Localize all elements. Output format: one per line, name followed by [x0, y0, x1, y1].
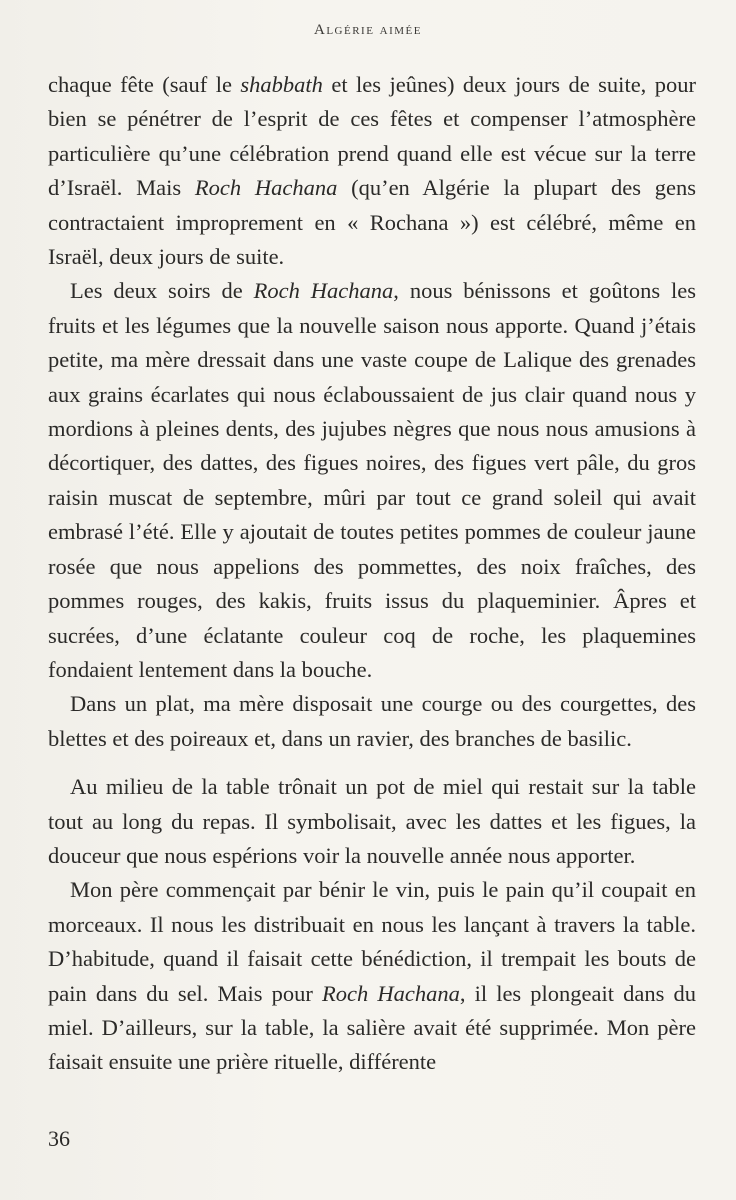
page-number: 36	[48, 1126, 70, 1151]
paragraph	[48, 274, 696, 687]
italic-term: Roch Hachana	[194, 175, 338, 201]
text-run: , il les plongeait dans du miel. D’ailleurs, sur la table, la salière avait été supprimée. Mon père faisait ensuite une prière rituelle, différente	[48, 980, 696, 1075]
text-run: Dans un plat, ma mère disposait une courge ou des courgettes, des blettes et des poireaux et, dans un ravier, des branches de basilic.	[48, 691, 696, 751]
italic-term: shabbath	[240, 72, 323, 97]
paragraph	[48, 687, 696, 756]
text-run: Au milieu de la table trônait un pot de miel qui restait sur la table tout au long du repas. Il symbolisait, avec les dattes et les figues, la douceur que nous espérions voir la nouvelle année nous apporter.	[48, 774, 696, 868]
paragraph	[48, 770, 696, 873]
text-run: Mon père commençait par bénir le vin, puis le pain qu’il coupait en morceaux. Il nous les distribuait en nous les lançant à travers la table. D’habitude, quand il faisait cette bénédiction, il trempait les bouts de pain dans du sel. Mais pour	[48, 877, 696, 1006]
italic-term: Roch Hachana	[322, 980, 460, 1006]
paragraph	[48, 873, 696, 1079]
text-run: chaque fête (sauf le	[48, 72, 241, 97]
text-run: Les deux soirs de	[70, 278, 254, 304]
paragraph	[48, 68, 696, 274]
text-run: et les jeûnes) deux jours de suite, pour bien se pénétrer de l’esprit de ces fêtes et compenser l’atmosphère particulière qu’une célébration prend quand elle est vécue sur la terre d’Israël. Mais	[48, 72, 696, 201]
text-run: (qu’en Algérie la plupart des gens contractaient improprement en « Rochana ») est célébré, même en Israël, deux jours de suite.	[48, 175, 697, 270]
body-text	[48, 68, 696, 1080]
italic-term: Roch Hachana	[253, 278, 394, 304]
running-header: Algérie aimée	[313, 22, 422, 38]
text-run: , nous bénissons et goûtons les fruits et les légumes que la nouvelle saison nous apporte. Quand j’étais petite, ma mère dressait dans une vaste coupe de Lalique des grenades aux grains écarlates qui nous éclaboussaient de jus clair quand nous y mordions à pleines dents, des jujubes nègres que nous nous amusions à décortiquer, des dattes, des figues noires, des figues vert pâle, du gros raisin muscat de septembre, mûri par tout ce grand soleil qui avait embrasé l’été. Elle y ajoutait de toutes petites pommes de couleur jaune rosée que nous appelions des pommettes, des noix fraîches, des pommes rouges, des kakis, fruits issus du plaqueminier. Âpres et sucrées, d’une éclatante couleur coq de roche, les plaquemines fondaient lentement dans la bouche.	[48, 278, 696, 682]
